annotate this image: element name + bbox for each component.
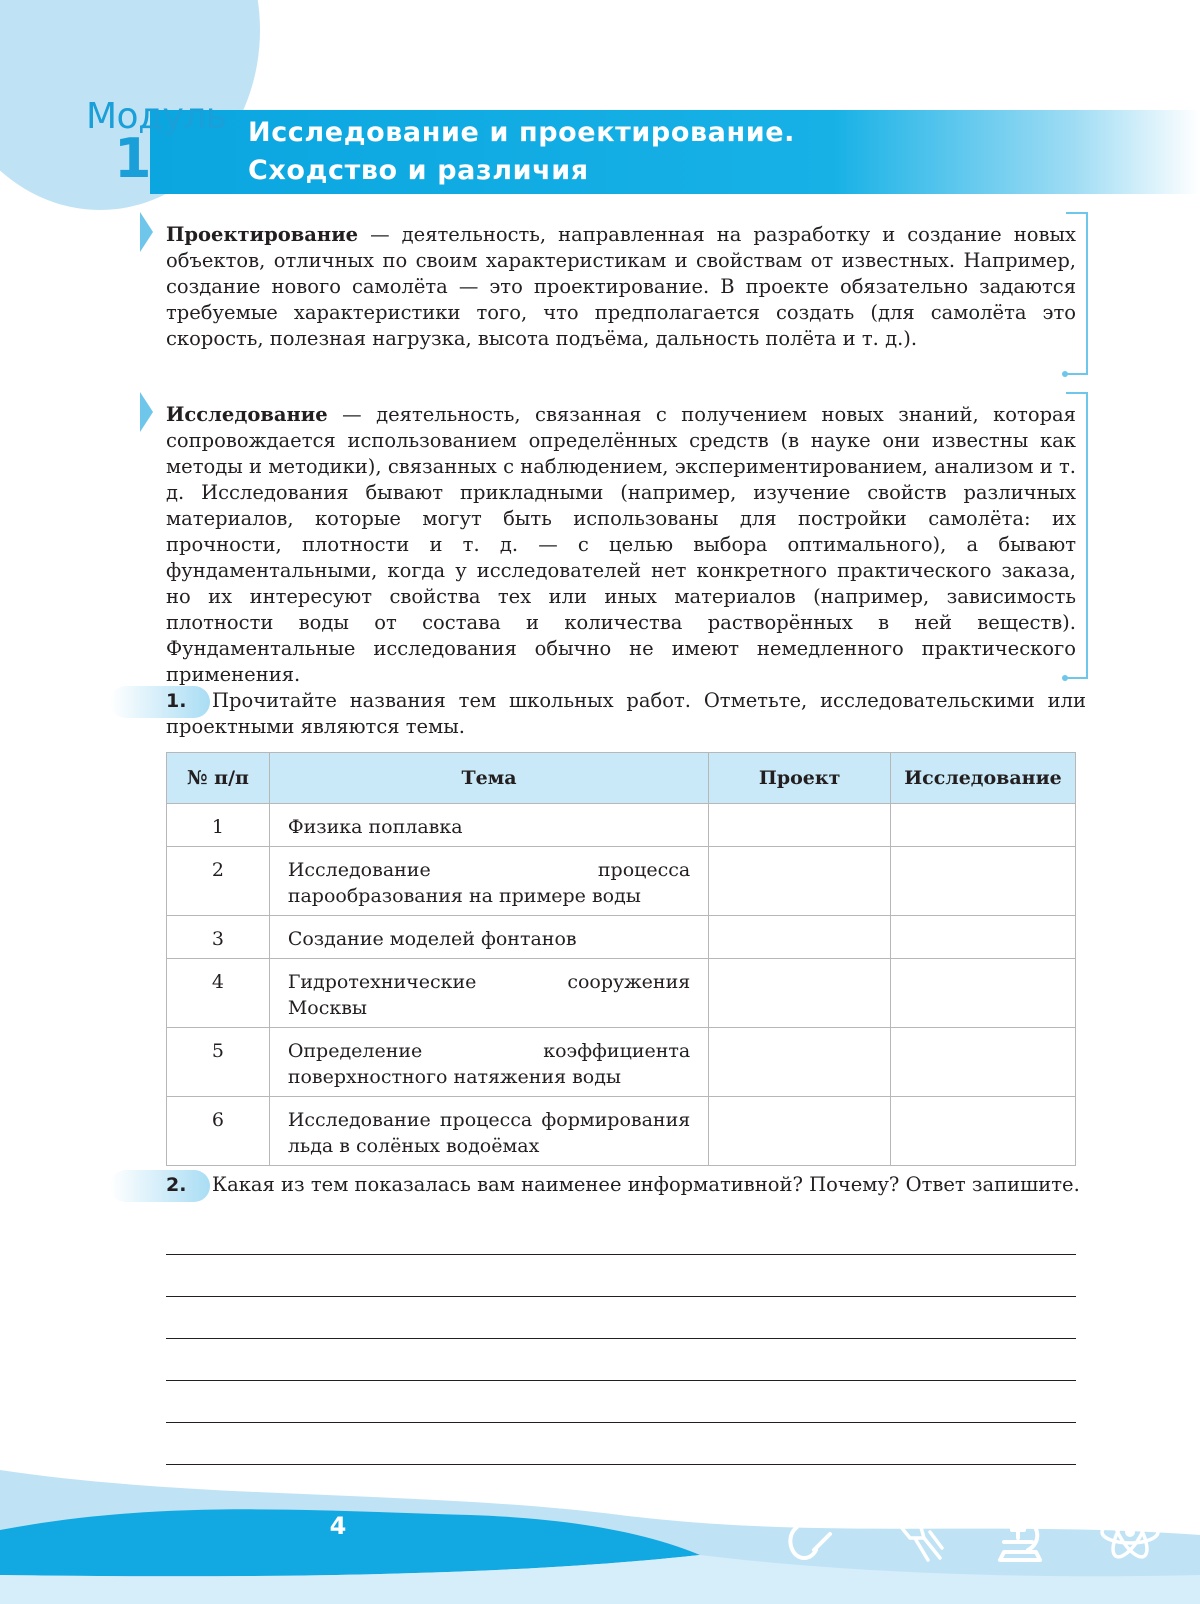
definition-text (144, 212, 1088, 352)
research-answer-cell[interactable] (891, 959, 1076, 1028)
project-answer-cell[interactable] (709, 916, 891, 959)
definition-frame (1066, 212, 1088, 375)
table-row (167, 804, 1076, 847)
definition-arrow-icon (140, 392, 153, 432)
row-number: 6 (167, 1097, 270, 1166)
table-header-row (167, 753, 1076, 804)
module-label: Модуль (86, 96, 227, 137)
research-answer-cell[interactable] (891, 804, 1076, 847)
row-topic: Исследование процесса формирования льда в солёных водоёмах (269, 1097, 708, 1166)
page-title-line-1: Исследование и проектирование. (248, 117, 796, 148)
definition-text (144, 392, 1088, 688)
project-answer-cell[interactable] (709, 1028, 891, 1097)
page-title-line-2: Сходство и различия (248, 155, 589, 186)
answer-line[interactable] (166, 1254, 1076, 1255)
column-header-project: Проект (709, 753, 891, 804)
project-answer-cell[interactable] (709, 847, 891, 916)
rocket-icon (880, 1500, 944, 1564)
definition-term: Исследование (166, 403, 328, 426)
definition-frame (1066, 392, 1088, 679)
project-answer-cell[interactable] (709, 1097, 891, 1166)
atom-icon (1098, 1500, 1162, 1564)
answer-line[interactable] (166, 1422, 1076, 1423)
research-answer-cell[interactable] (891, 847, 1076, 916)
page-number: 4 (329, 1512, 347, 1540)
definition-box-research (144, 392, 1088, 686)
table-row (167, 1097, 1076, 1166)
row-number: 2 (167, 847, 270, 916)
task-number: 2. (166, 1174, 187, 1196)
microscope-icon (990, 1500, 1054, 1564)
definition-box-design (144, 212, 1088, 375)
answer-line[interactable] (166, 1380, 1076, 1381)
definition-body: — деятельность, связанная с получением новых знаний, которая сопровождается использованием определённых средств (в науке они известны как методы и методики), связанных с наблюдением, экспериментированием, анализом и т. д. Исследования бывают прикладными (например, изучение свойств различных материалов, которые могут быть использованы для постройки самолёта: их прочности, плотности и т. д. — с целью выбора оптимального), а бывают фундаментальными, когда у исследователей нет конкретного практического заказа, но их интересуют свойства тех или иных материалов (например, зависимость плотности воды от состава и количества растворённых в ней веществ). Фундаментальные исследования обычно не имеют немедленного практического применения. (166, 403, 1076, 686)
column-header-number: № п/п (167, 753, 270, 804)
row-number: 5 (167, 1028, 270, 1097)
row-number: 4 (167, 959, 270, 1028)
column-header-topic: Тема (269, 753, 708, 804)
row-topic: Гидротехнические сооружения Москвы (269, 959, 708, 1028)
table-row (167, 847, 1076, 916)
answer-line[interactable] (166, 1296, 1076, 1297)
task-text: Какая из тем показалась вам наименее информативной? Почему? Ответ запишите. (212, 1173, 1080, 1196)
research-answer-cell[interactable] (891, 1028, 1076, 1097)
table-row (167, 916, 1076, 959)
row-number: 3 (167, 916, 270, 959)
column-header-research: Исследование (891, 753, 1076, 804)
row-topic: Создание моделей фонтанов (269, 916, 708, 959)
research-answer-cell[interactable] (891, 916, 1076, 959)
magnet-icon (780, 1500, 844, 1564)
definition-term: Проектирование (166, 223, 359, 246)
project-answer-cell[interactable] (709, 804, 891, 847)
answer-line[interactable] (166, 1338, 1076, 1339)
task-number: 1. (166, 690, 187, 712)
page-title (248, 114, 795, 190)
task-1 (110, 686, 1086, 740)
table-row (167, 1028, 1076, 1097)
definition-arrow-icon (140, 212, 153, 252)
row-topic: Исследование процесса парообразования на примере воды (269, 847, 708, 916)
research-answer-cell[interactable] (891, 1097, 1076, 1166)
project-answer-cell[interactable] (709, 959, 891, 1028)
row-number: 1 (167, 804, 270, 847)
module-number: 1 (114, 127, 152, 190)
task-text: Прочитайте названия тем школьных работ. Отметьте, исследовательскими или проектными являются темы. (166, 689, 1086, 738)
task-2 (110, 1170, 1086, 1198)
row-topic: Определение коэффициента поверхностного натяжения воды (269, 1028, 708, 1097)
table-row (167, 959, 1076, 1028)
row-topic: Физика поплавка (269, 804, 708, 847)
topics-table (166, 752, 1076, 1166)
definition-body: — деятельность, направленная на разработку и создание новых объектов, отличных по своим характеристикам и свойствам от известных. Например, создание нового самолёта — это проектирование. В проекте обязательно задаются требуемые характеристики того, что предполагается создать (для самолёта это скорость, полезная нагрузка, высота подъёма, дальность полёта и т. д.). (166, 223, 1076, 350)
